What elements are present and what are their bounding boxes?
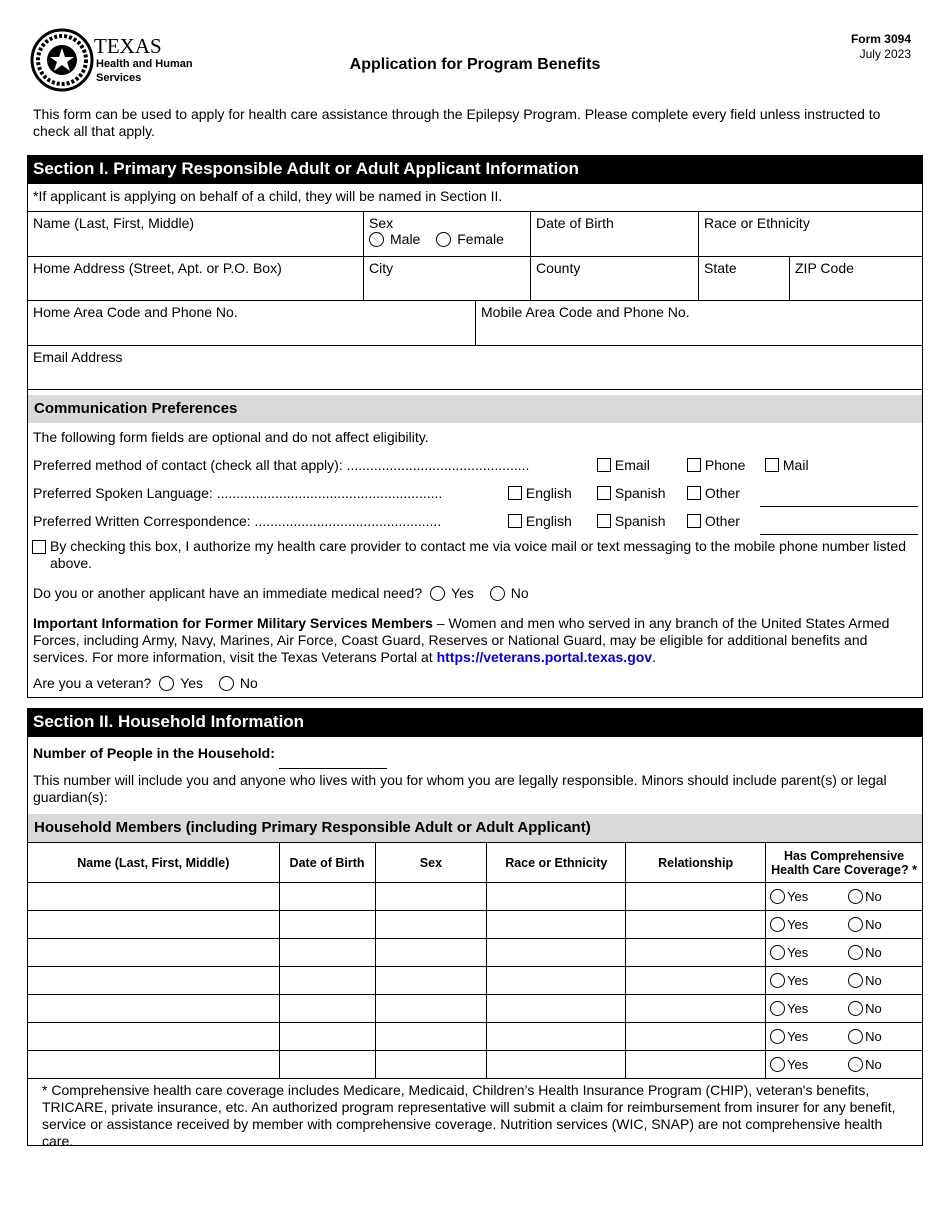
authorize-checkbox[interactable] xyxy=(32,540,46,554)
table-cell-input[interactable] xyxy=(279,911,375,939)
table-row xyxy=(28,967,923,995)
coverage-yes-radio[interactable] xyxy=(770,917,785,932)
written-other-option[interactable]: Other xyxy=(687,513,740,529)
household-count-text: This number will include you and anyone who lives with you for whom you are legally responsible. Minors should include parent(s) or legal guardian(s): xyxy=(33,772,887,805)
intro-text: This form can be used to apply for health care assistance through the Epilepsy Program. Please complete every field unless instructed to check all that apply. xyxy=(33,106,881,139)
table-cell-input[interactable] xyxy=(626,883,766,911)
coverage-cell: Yes No xyxy=(766,939,923,967)
table-cell-input[interactable] xyxy=(375,995,487,1023)
medical-no-radio[interactable] xyxy=(490,586,505,601)
spoken-other-input[interactable] xyxy=(760,506,918,507)
coverage-cell: Yes No xyxy=(766,911,923,939)
table-cell-input[interactable] xyxy=(279,1023,375,1051)
checkbox[interactable] xyxy=(687,458,701,472)
household-count-input[interactable] xyxy=(279,768,387,769)
sex-field: Sex Male Female xyxy=(363,211,531,257)
written-other-input[interactable] xyxy=(760,534,918,535)
medical-need-question: Do you or another applicant have an immediate medical need? Yes No xyxy=(33,585,529,601)
contact-label: Preferred method of contact (check all that apply): ............................................... xyxy=(33,457,530,473)
table-cell-input[interactable] xyxy=(28,1051,280,1079)
table-cell-input[interactable] xyxy=(626,911,766,939)
table-cell-input[interactable] xyxy=(626,995,766,1023)
household-count-label: Number of People in the Household: xyxy=(33,745,275,761)
logo-sub: Services xyxy=(96,72,142,84)
column-header: Sex xyxy=(375,843,487,883)
coverage-cell: Yes No xyxy=(766,883,923,911)
coverage-yes-radio[interactable] xyxy=(770,889,785,904)
written-spanish-option[interactable]: Spanish xyxy=(597,513,665,529)
address-field[interactable]: Home Address (Street, Apt. or P.O. Box) xyxy=(27,256,364,301)
city-field[interactable]: City xyxy=(363,256,531,301)
table-cell-input[interactable] xyxy=(487,883,626,911)
written-english-option[interactable]: English xyxy=(508,513,572,529)
table-cell-input[interactable] xyxy=(487,1051,626,1079)
authorize-text: By checking this box, I authorize my health care provider to contact me via voice mail or text messaging to the mobile phone number listed above. xyxy=(50,538,906,571)
checkbox[interactable] xyxy=(597,486,611,500)
table-cell-input[interactable] xyxy=(375,883,487,911)
mobile-phone-field[interactable]: Mobile Area Code and Phone No. xyxy=(475,300,923,346)
table-row xyxy=(28,911,923,939)
page-title: Application for Program Benefits xyxy=(349,56,601,73)
state-field[interactable]: State xyxy=(698,256,790,301)
table-cell-input[interactable] xyxy=(487,967,626,995)
coverage-yes-radio[interactable] xyxy=(770,1001,785,1016)
table-cell-input[interactable] xyxy=(375,1023,487,1051)
form-date: July 2023 xyxy=(859,47,911,61)
contact-mail-option[interactable]: Mail xyxy=(765,457,809,473)
table-row xyxy=(28,995,923,1023)
zip-field[interactable]: ZIP Code xyxy=(789,256,923,301)
logo-text: TEXAS xyxy=(94,34,162,58)
coverage-no-radio[interactable] xyxy=(848,917,863,932)
checkbox[interactable] xyxy=(597,514,611,528)
column-header: Relationship xyxy=(626,843,766,883)
table-cell-input[interactable] xyxy=(279,1051,375,1079)
written-language-label: Preferred Written Correspondence: ................................................ xyxy=(33,513,442,529)
coverage-no-radio[interactable] xyxy=(848,1029,863,1044)
table-cell-input[interactable] xyxy=(28,939,280,967)
coverage-no-radio[interactable] xyxy=(848,889,863,904)
table-header-row xyxy=(28,843,923,883)
coverage-cell: Yes No xyxy=(766,1051,923,1079)
table-cell-input[interactable] xyxy=(487,911,626,939)
spoken-language-label: Preferred Spoken Language: .......................................................... xyxy=(33,485,443,501)
race-field[interactable]: Race or Ethnicity xyxy=(698,211,923,257)
veteran-question: Are you a veteran? Yes No xyxy=(33,675,258,691)
table-cell-input[interactable] xyxy=(279,883,375,911)
name-field[interactable]: Name (Last, First, Middle) xyxy=(27,211,364,257)
email-field[interactable]: Email Address xyxy=(27,345,923,390)
column-header: Date of Birth xyxy=(279,843,375,883)
table-row xyxy=(28,939,923,967)
dob-field[interactable]: Date of Birth xyxy=(530,211,699,257)
table-cell-input[interactable] xyxy=(375,939,487,967)
coverage-cell: Yes No xyxy=(766,995,923,1023)
table-cell-input[interactable] xyxy=(28,911,280,939)
coverage-yes-radio[interactable] xyxy=(770,973,785,988)
checkbox[interactable] xyxy=(597,458,611,472)
table-cell-input[interactable] xyxy=(279,939,375,967)
table-cell-input[interactable] xyxy=(375,967,487,995)
table-cell-input[interactable] xyxy=(626,939,766,967)
table-cell-input[interactable] xyxy=(487,1023,626,1051)
contact-email-option[interactable]: Email xyxy=(597,457,650,473)
checkbox[interactable] xyxy=(508,514,522,528)
female-radio[interactable] xyxy=(436,232,451,247)
table-cell-input[interactable] xyxy=(375,911,487,939)
coverage-no-radio[interactable] xyxy=(848,973,863,988)
coverage-yes-radio[interactable] xyxy=(770,1029,785,1044)
household-members-header: Household Members (including Primary Responsible Adult or Adult Applicant) xyxy=(27,814,923,842)
section-1-header: Section I. Primary Responsible Adult or Adult Applicant Information xyxy=(27,155,923,184)
household-members-table xyxy=(27,842,923,1079)
section-2-header: Section II. Household Information xyxy=(27,708,923,737)
coverage-footnote: * Comprehensive health care coverage includes Medicare, Medicaid, Children’s Health Insurance Program (CHIP), veteran's benefits, TRICARE, private insurance, etc. An authorized program representative will submit a claim for reimbursement from insurer for any benefit, service or assistance received by member with comprehensive coverage. Nutrition services (WIC, SNAP) are not comprehensive health care. xyxy=(42,1082,896,1149)
table-cell-input[interactable] xyxy=(28,883,280,911)
section-1-note: *If applicant is applying on behalf of a child, they will be named in Section II. xyxy=(33,188,503,204)
military-info: Important Information for Former Military Services Members – Women and men who served in any branch of the United States Armed Forces, including Army, Navy, Marines, Air Force, Coast Guard, Reserves or National Guard, may be eligible for additional benefits and services. For more information, visit the Texas Veterans Portal at https://veterans.portal.texas.gov. xyxy=(33,615,890,665)
coverage-cell: Yes No xyxy=(766,967,923,995)
coverage-yes-radio[interactable] xyxy=(770,1057,785,1072)
table-cell-input[interactable] xyxy=(279,995,375,1023)
table-cell-input[interactable] xyxy=(375,1051,487,1079)
veteran-yes-radio[interactable] xyxy=(159,676,174,691)
spoken-english-option[interactable]: English xyxy=(508,485,572,501)
column-header: Has Comprehensive Health Care Coverage? * xyxy=(766,843,923,883)
table-cell-input[interactable] xyxy=(28,1023,280,1051)
coverage-cell: Yes No xyxy=(766,1023,923,1051)
table-row xyxy=(28,883,923,911)
checkbox[interactable] xyxy=(687,486,701,500)
table-cell-input[interactable] xyxy=(279,967,375,995)
table-cell-input[interactable] xyxy=(487,995,626,1023)
male-radio[interactable] xyxy=(369,232,384,247)
coverage-no-radio[interactable] xyxy=(848,945,863,960)
medical-yes-radio[interactable] xyxy=(430,586,445,601)
column-header: Name (Last, First, Middle) xyxy=(28,843,280,883)
contact-phone-option[interactable]: Phone xyxy=(687,457,745,473)
coverage-no-radio[interactable] xyxy=(848,1057,863,1072)
veteran-no-radio[interactable] xyxy=(219,676,234,691)
table-cell-input[interactable] xyxy=(626,1023,766,1051)
spoken-other-option[interactable]: Other xyxy=(687,485,740,501)
table-row xyxy=(28,1051,923,1079)
table-cell-input[interactable] xyxy=(626,967,766,995)
optional-note: The following form fields are optional and do not affect eligibility. xyxy=(33,429,429,445)
column-header: Race or Ethnicity xyxy=(487,843,626,883)
form-number: Form 3094 xyxy=(850,32,911,46)
checkbox[interactable] xyxy=(765,458,779,472)
table-cell-input[interactable] xyxy=(626,1051,766,1079)
coverage-yes-radio[interactable] xyxy=(770,945,785,960)
spoken-spanish-option[interactable]: Spanish xyxy=(597,485,665,501)
table-cell-input[interactable] xyxy=(487,939,626,967)
veterans-portal-link[interactable]: https://veterans.portal.texas.gov xyxy=(436,649,653,665)
table-cell-input[interactable] xyxy=(28,967,280,995)
communication-header: Communication Preferences xyxy=(27,395,923,423)
checkbox[interactable] xyxy=(508,486,522,500)
checkbox[interactable] xyxy=(687,514,701,528)
county-field[interactable]: County xyxy=(530,256,699,301)
table-row xyxy=(28,1023,923,1051)
home-phone-field[interactable]: Home Area Code and Phone No. xyxy=(27,300,476,346)
logo-sub: Health and Human xyxy=(96,58,193,70)
table-cell-input[interactable] xyxy=(28,995,280,1023)
coverage-no-radio[interactable] xyxy=(848,1001,863,1016)
